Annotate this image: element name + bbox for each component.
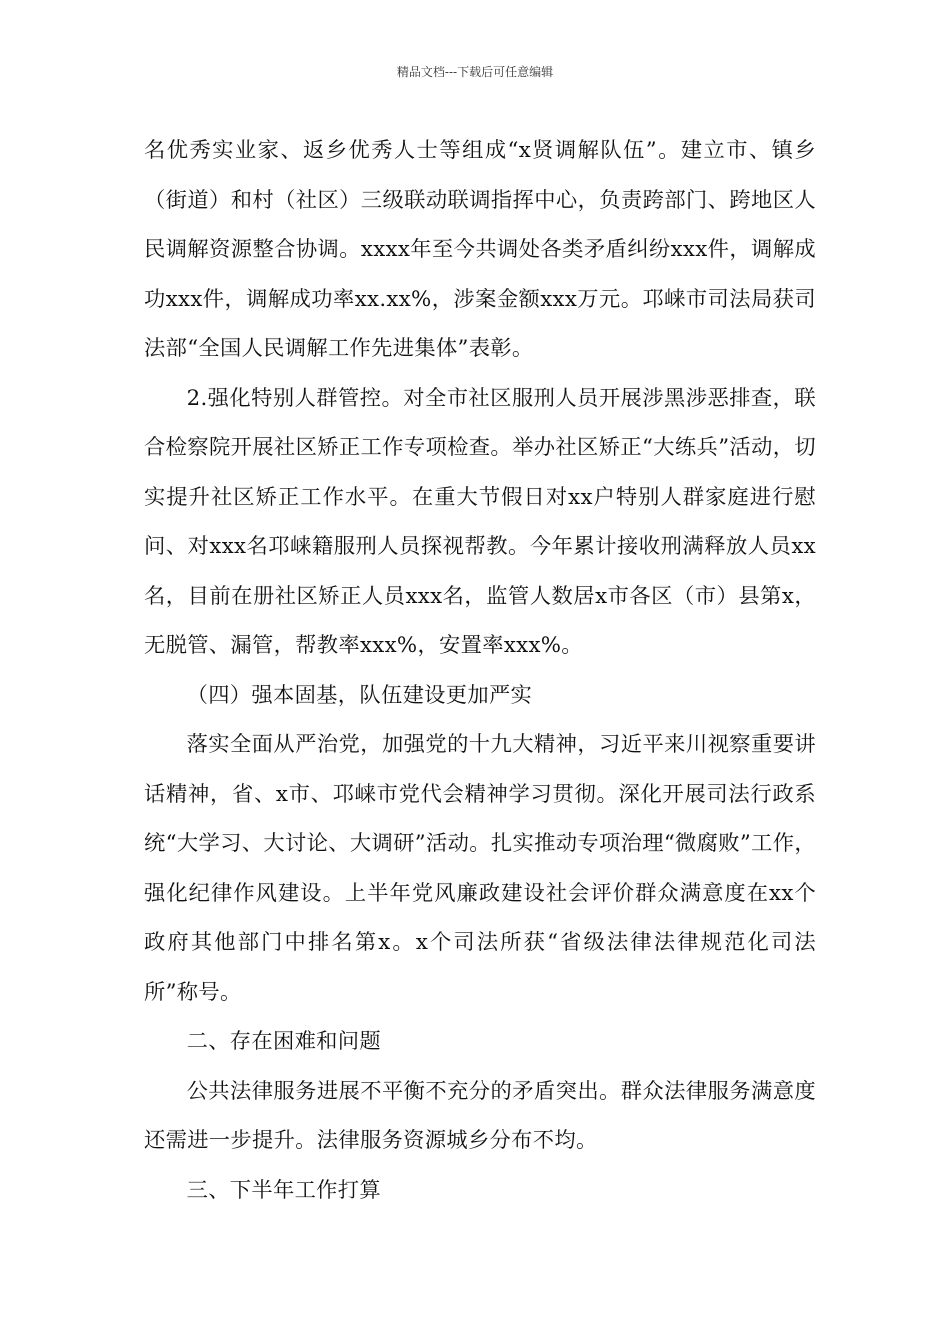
section-heading-plan: 三、下半年工作打算 — [186, 1177, 381, 1203]
section-heading-team-building: （四）强本固基，队伍建设更加严实 — [186, 682, 533, 708]
paragraph-special-groups: 2.强化特别人群管控。对全市社区服刑人员开展涉黑涉恶排查，联合检察院开展社区矫正工作专项检查。举办社区矫正“大练兵”活动，切实提升社区矫正工作水平。在重大节假日对xx户特别人群家庭进行慰问、对xxx名邛崃籍服刑人员探视帮教。今年累计接收刑满释放人员xx名，目前在册社区矫正人员xxx名，监管人数居x市各区（市）县第x，无脱管、漏管，帮教率xxx%，安置率xxx%。 — [144, 385, 816, 658]
paragraph-party-discipline: 落实全面从严治党，加强党的十九大精神，习近平来川视察重要讲话精神，省、x市、邛崃市党代会精神学习贯彻。深化开展司法行政系统“大学习、大讨论、大调研”活动。扎实推动专项治理“微腐败”工作，强化纪律作风建设。上半年党风廉政建设社会评价群众满意度在xx个政府其他部门中排名第x。x个司法所获“省级法律法律规范化司法所”称号。 — [144, 732, 816, 1005]
page-header: 精品文档---下载后可任意编辑 — [396, 65, 554, 79]
document-body — [144, 126, 816, 1215]
section-heading-problems: 二、存在困难和问题 — [186, 1029, 381, 1054]
paragraph-mediation-continued: 名优秀实业家、返乡优秀人士等组成“x贤调解队伍”。建立市、镇乡（街道）和村（社区）三级联动联调指挥中心，负责跨部门、跨地区人民调解资源整合协调。xxxx年至今共调处各类矛盾纠纷xxx件，调解成功xxx件，调解成功率xx.xx%，涉案金额xxx万元。邛崃市司法局获司法部“全国人民调解工作先进集体”表彰。 — [144, 138, 816, 361]
paragraph-problems: 公共法律服务进展不平衡不充分的矛盾突出。群众法律服务满意度还需进一步提升。法律服务资源城乡分布不均。 — [144, 1078, 816, 1153]
